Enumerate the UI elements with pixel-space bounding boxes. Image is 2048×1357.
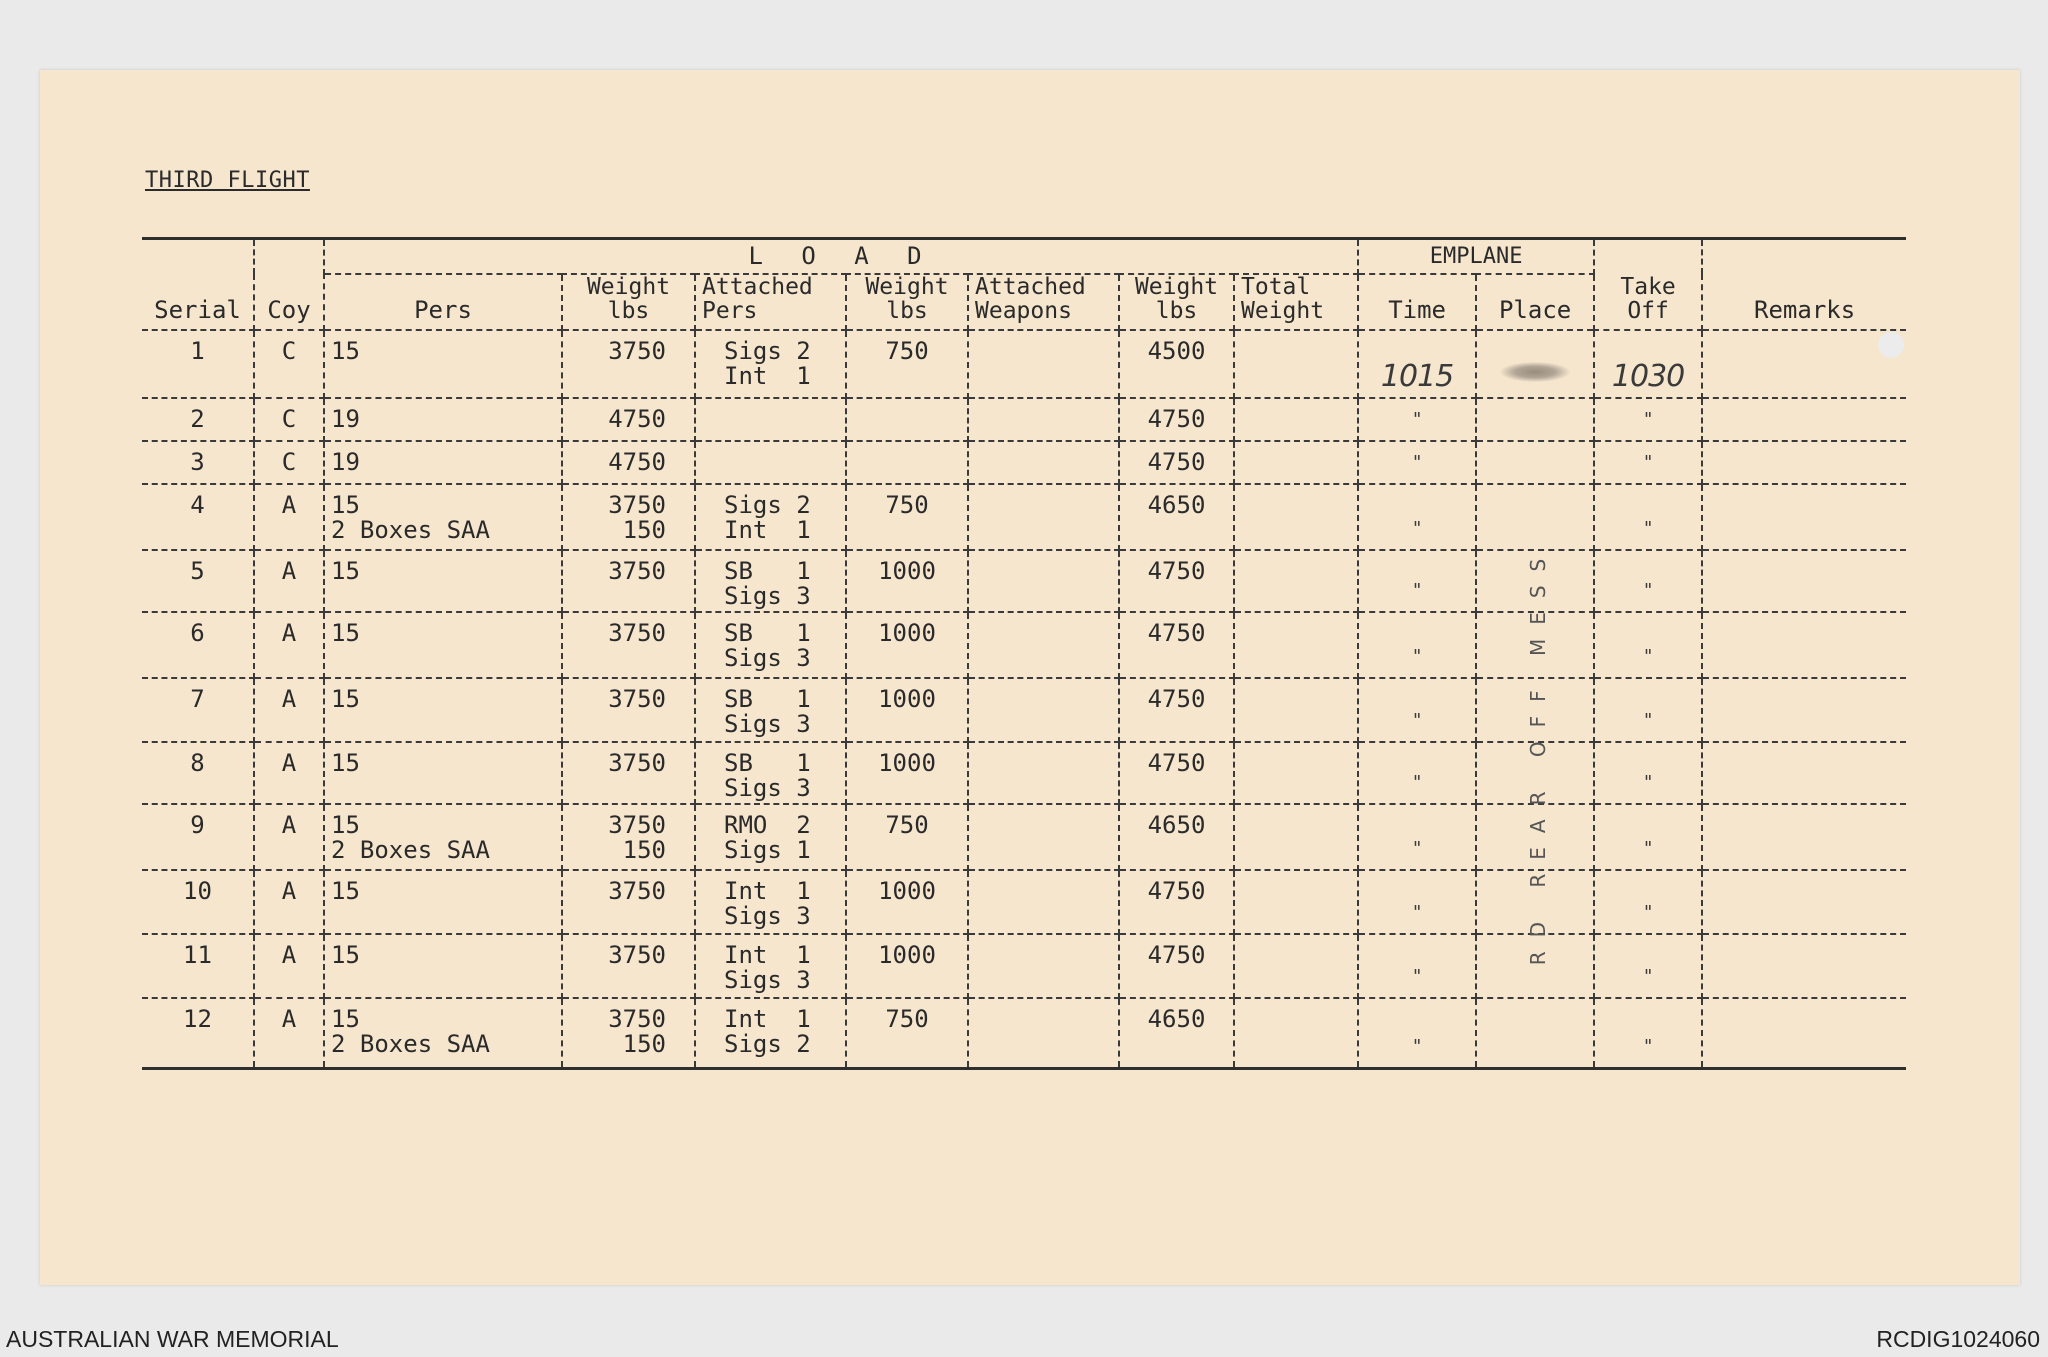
weight-line: 4750 — [608, 448, 666, 476]
take-off-cell: " — [1594, 870, 1702, 934]
header-weight-lbs-1 — [562, 274, 695, 330]
emplane-time-cell: " — [1358, 678, 1476, 742]
header-attached-pers — [695, 274, 846, 330]
total-weight-cell — [1234, 441, 1358, 484]
weight-total-cell: 4750 — [1119, 612, 1234, 678]
attached-pers-line: Sigs 2 — [724, 337, 811, 365]
remarks-cell — [1702, 870, 1906, 934]
attached-pers-cell — [695, 484, 846, 550]
header-row-groups — [142, 239, 1906, 275]
weight-cell — [562, 330, 695, 398]
pers-cell — [324, 550, 562, 612]
total-weight-cell — [1234, 804, 1358, 870]
weight-line: 3750 — [608, 877, 666, 905]
header-take-off — [1594, 239, 1702, 331]
pers-cell — [324, 870, 562, 934]
emplane-place-cell — [1476, 441, 1594, 484]
take-off-cell: " — [1594, 398, 1702, 441]
flight-load-table — [142, 237, 1906, 1070]
table-row — [142, 804, 1906, 870]
pers-cell — [324, 998, 562, 1068]
pers-cell — [324, 804, 562, 870]
attached-pers-line: SB 1 — [724, 619, 811, 647]
weight-cell — [562, 870, 695, 934]
take-off-cell: " — [1594, 612, 1702, 678]
weight-cell — [562, 804, 695, 870]
weight-total-cell: 4750 — [1119, 398, 1234, 441]
coy-cell: C — [254, 330, 324, 398]
emplane-time-cell: " — [1358, 484, 1476, 550]
header-weight-lbs-3-line2: lbs — [1155, 298, 1198, 324]
pers-cell — [324, 742, 562, 804]
table-row — [142, 612, 1906, 678]
remarks-cell — [1702, 804, 1906, 870]
footer-institution: AUSTRALIAN WAR MEMORIAL — [6, 1326, 339, 1352]
pers-cell — [324, 678, 562, 742]
pers-line: 19 — [331, 448, 360, 476]
remarks-cell — [1702, 398, 1906, 441]
take-off-cell: " — [1594, 678, 1702, 742]
attached-weapons-cell — [968, 934, 1119, 998]
header-remarks: Remarks — [1702, 239, 1906, 331]
take-off-cell: " — [1594, 934, 1702, 998]
take-off-cell: " — [1594, 484, 1702, 550]
weight-cell — [562, 484, 695, 550]
attached-weapons-cell — [968, 330, 1119, 398]
document-title: THIRD FLIGHT — [145, 168, 310, 193]
table-row — [142, 678, 1906, 742]
serial-cell: 8 — [142, 742, 254, 804]
take-off-cell: " — [1594, 742, 1702, 804]
attached-weight-cell: 750 — [846, 804, 968, 870]
weight-cell — [562, 934, 695, 998]
header-serial: Serial — [142, 239, 254, 331]
table-row — [142, 484, 1906, 550]
coy-cell: A — [254, 550, 324, 612]
weight-total-cell: 4750 — [1119, 441, 1234, 484]
weight-total-cell: 4750 — [1119, 678, 1234, 742]
attached-pers-cell — [695, 678, 846, 742]
emplane-time-cell: " — [1358, 398, 1476, 441]
weight-total-cell: 4650 — [1119, 804, 1234, 870]
pers-line: 15 — [331, 877, 360, 905]
serial-cell: 6 — [142, 612, 254, 678]
attached-weight-cell — [846, 441, 968, 484]
serial-cell: 12 — [142, 998, 254, 1068]
header-total-weight — [1234, 274, 1358, 330]
total-weight-cell — [1234, 330, 1358, 398]
attached-weapons-cell — [968, 742, 1119, 804]
emplane-time-cell: 1015 — [1358, 330, 1476, 398]
remarks-cell — [1702, 998, 1906, 1068]
coy-cell: C — [254, 398, 324, 441]
serial-cell: 10 — [142, 870, 254, 934]
remarks-cell — [1702, 330, 1906, 398]
attached-weight-cell: 1000 — [846, 550, 968, 612]
pers-line: 19 — [331, 405, 360, 433]
header-time: Time — [1358, 274, 1476, 330]
coy-cell: A — [254, 742, 324, 804]
take-off-cell: " — [1594, 441, 1702, 484]
serial-cell: 7 — [142, 678, 254, 742]
weight-total-cell: 4650 — [1119, 998, 1234, 1068]
attached-pers-line: Int 1 — [724, 1005, 811, 1033]
take-off-cell: " — [1594, 550, 1702, 612]
place-smudge — [1500, 362, 1570, 382]
attached-pers-line: Sigs 1 — [724, 836, 811, 864]
attached-pers-cell — [695, 998, 846, 1068]
emplane-place-cell — [1476, 398, 1594, 441]
serial-cell: 9 — [142, 804, 254, 870]
coy-cell: A — [254, 612, 324, 678]
weight-line: 3750 — [608, 619, 666, 647]
remarks-cell — [1702, 612, 1906, 678]
emplane-time-cell: " — [1358, 804, 1476, 870]
attached-weight-cell: 1000 — [846, 934, 968, 998]
header-emplane-group: EMPLANE — [1358, 239, 1594, 275]
total-weight-cell — [1234, 998, 1358, 1068]
header-load-group: L O A D — [324, 239, 1358, 275]
coy-cell: A — [254, 484, 324, 550]
attached-weapons-cell — [968, 441, 1119, 484]
pers-cell — [324, 484, 562, 550]
weight-line: 3750 — [608, 685, 666, 713]
weight-cell — [562, 550, 695, 612]
pers-line: 15 — [331, 811, 360, 839]
emplane-time-cell: " — [1358, 441, 1476, 484]
attached-weapons-cell — [968, 870, 1119, 934]
header-attached-pers-line1: Attached — [702, 274, 813, 300]
total-weight-cell — [1234, 398, 1358, 441]
table-row — [142, 398, 1906, 441]
total-weight-cell — [1234, 484, 1358, 550]
weight-line: 3750 — [608, 557, 666, 585]
attached-weapons-cell — [968, 678, 1119, 742]
attached-pers-line: SB 1 — [724, 685, 811, 713]
serial-cell: 5 — [142, 550, 254, 612]
weight-line: 3750 — [608, 1005, 666, 1033]
pers-line: 15 — [331, 941, 360, 969]
coy-cell: A — [254, 998, 324, 1068]
header-attached-weapons — [968, 274, 1119, 330]
remarks-cell — [1702, 678, 1906, 742]
attached-pers-cell — [695, 612, 846, 678]
attached-pers-line: Sigs 3 — [724, 710, 811, 738]
header-weight-lbs-2 — [846, 274, 968, 330]
attached-pers-line: Int 1 — [724, 877, 811, 905]
emplane-time-cell: " — [1358, 550, 1476, 612]
serial-cell: 3 — [142, 441, 254, 484]
attached-pers-cell — [695, 441, 846, 484]
total-weight-cell — [1234, 870, 1358, 934]
remarks-cell — [1702, 441, 1906, 484]
attached-pers-cell — [695, 870, 846, 934]
attached-weight-cell: 1000 — [846, 742, 968, 804]
coy-cell: A — [254, 934, 324, 998]
attached-weapons-cell — [968, 550, 1119, 612]
header-weight-lbs-1-line2: lbs — [607, 298, 650, 324]
attached-weight-cell: 750 — [846, 484, 968, 550]
pers-cell — [324, 441, 562, 484]
header-coy: Coy — [254, 239, 324, 331]
attached-weight-cell: 1000 — [846, 612, 968, 678]
pers-line: 15 — [331, 337, 360, 365]
attached-weight-cell — [846, 398, 968, 441]
emplane-place-cell — [1476, 998, 1594, 1068]
coy-cell: A — [254, 678, 324, 742]
weight-total-cell: 4650 — [1119, 484, 1234, 550]
pers-cell — [324, 612, 562, 678]
attached-weapons-cell — [968, 804, 1119, 870]
weight-cell — [562, 441, 695, 484]
remarks-cell — [1702, 934, 1906, 998]
weight-line: 3750 — [608, 811, 666, 839]
weight-total-cell: 4750 — [1119, 742, 1234, 804]
weight-total-cell: 4750 — [1119, 934, 1234, 998]
pers-line: 15 — [331, 619, 360, 647]
header-attached-weapons-line2: Weapons — [975, 298, 1072, 324]
weight-line: 4750 — [608, 405, 666, 433]
attached-pers-line: Int 1 — [724, 941, 811, 969]
total-weight-cell — [1234, 742, 1358, 804]
pers-line: 15 — [331, 1005, 360, 1033]
table-row — [142, 742, 1906, 804]
attached-weight-cell: 750 — [846, 998, 968, 1068]
attached-pers-cell — [695, 742, 846, 804]
weight-total-cell: 4750 — [1119, 870, 1234, 934]
coy-cell: A — [254, 804, 324, 870]
pers-line: 15 — [331, 749, 360, 777]
place-annotation: RD REAR OFF MESS — [1526, 544, 1550, 966]
header-place: Place — [1476, 274, 1594, 330]
pers-cell — [324, 330, 562, 398]
weight-total-cell: 4500 — [1119, 330, 1234, 398]
table-body — [142, 330, 1906, 1068]
pers-line: 15 — [331, 491, 360, 519]
attached-weapons-cell — [968, 398, 1119, 441]
header-weight-lbs-3-line1: Weight — [1134, 274, 1219, 300]
pers-line: 15 — [331, 557, 360, 585]
pers-line: 15 — [331, 685, 360, 713]
emplane-place-cell — [1476, 330, 1594, 398]
weight-cell — [562, 742, 695, 804]
table-row — [142, 934, 1906, 998]
header-weight-lbs-2-line2: lbs — [886, 298, 928, 324]
total-weight-cell — [1234, 550, 1358, 612]
weight-line: 3750 — [608, 749, 666, 777]
header-take-off-line2: Off — [1627, 298, 1669, 324]
remarks-cell — [1702, 742, 1906, 804]
attached-weight-cell: 1000 — [846, 678, 968, 742]
weight-cell — [562, 398, 695, 441]
total-weight-cell — [1234, 678, 1358, 742]
pers-line: 2 Boxes SAA — [331, 516, 490, 544]
attached-weight-cell: 750 — [846, 330, 968, 398]
take-off-cell: " — [1594, 998, 1702, 1068]
weight-cell — [562, 678, 695, 742]
header-total-weight-line2: Weight — [1241, 298, 1325, 324]
attached-pers-line: RMO 2 — [724, 811, 811, 839]
attached-pers-cell — [695, 934, 846, 998]
attached-weight-cell: 1000 — [846, 870, 968, 934]
header-total-weight-line1: Total — [1241, 274, 1311, 300]
attached-pers-line: Sigs 3 — [724, 582, 811, 610]
attached-pers-cell — [695, 804, 846, 870]
header-weight-lbs-2-line1: Weight — [865, 274, 949, 300]
attached-pers-line: Sigs 3 — [724, 644, 811, 672]
attached-pers-line: Int 1 — [724, 362, 811, 390]
weight-cell — [562, 998, 695, 1068]
serial-cell: 2 — [142, 398, 254, 441]
header-weight-lbs-1-line1: Weight — [586, 274, 671, 300]
attached-pers-line: Sigs 3 — [724, 966, 811, 994]
attached-pers-line: SB 1 — [724, 557, 811, 585]
header-attached-pers-line2: Pers — [702, 298, 758, 324]
attached-pers-line: Sigs 3 — [724, 774, 811, 802]
emplane-time-cell: " — [1358, 870, 1476, 934]
weight-line: 150 — [622, 1030, 666, 1058]
remarks-cell — [1702, 550, 1906, 612]
attached-pers-line: Sigs 2 — [724, 1030, 811, 1058]
weight-total-cell: 4750 — [1119, 550, 1234, 612]
table-row — [142, 330, 1906, 398]
attached-pers-line: Sigs 2 — [724, 491, 811, 519]
take-off-cell: 1030 — [1594, 330, 1702, 398]
remarks-cell — [1702, 484, 1906, 550]
serial-cell: 1 — [142, 330, 254, 398]
pers-cell — [324, 934, 562, 998]
weight-line: 150 — [622, 836, 666, 864]
emplane-place-cell — [1476, 484, 1594, 550]
total-weight-cell — [1234, 612, 1358, 678]
attached-pers-cell — [695, 550, 846, 612]
emplane-time-cell: " — [1358, 612, 1476, 678]
attached-pers-line: Int 1 — [724, 516, 811, 544]
table-row — [142, 998, 1906, 1068]
attached-weapons-cell — [968, 484, 1119, 550]
take-off-cell: " — [1594, 804, 1702, 870]
table-row — [142, 441, 1906, 484]
coy-cell: A — [254, 870, 324, 934]
attached-pers-cell — [695, 398, 846, 441]
emplane-time-cell: " — [1358, 998, 1476, 1068]
header-attached-weapons-line1: Attached — [975, 274, 1086, 300]
pers-cell — [324, 398, 562, 441]
serial-cell: 4 — [142, 484, 254, 550]
weight-line: 150 — [622, 516, 666, 544]
footer-record-id: RCDIG1024060 — [1876, 1326, 2040, 1352]
weight-line: 3750 — [608, 337, 666, 365]
table-row — [142, 550, 1906, 612]
header-weight-lbs-3 — [1119, 274, 1234, 330]
weight-line: 3750 — [608, 491, 666, 519]
emplane-time-cell: " — [1358, 934, 1476, 998]
weight-line: 3750 — [608, 941, 666, 969]
serial-cell: 11 — [142, 934, 254, 998]
pers-line: 2 Boxes SAA — [331, 836, 490, 864]
emplane-time-cell: " — [1358, 742, 1476, 804]
attached-weapons-cell — [968, 612, 1119, 678]
attached-pers-line: SB 1 — [724, 749, 811, 777]
weight-cell — [562, 612, 695, 678]
total-weight-cell — [1234, 934, 1358, 998]
table-row — [142, 870, 1906, 934]
coy-cell: C — [254, 441, 324, 484]
header-take-off-line1: Take — [1620, 274, 1676, 300]
header-pers: Pers — [324, 274, 562, 330]
attached-pers-line: Sigs 3 — [724, 902, 811, 930]
attached-weapons-cell — [968, 998, 1119, 1068]
pers-line: 2 Boxes SAA — [331, 1030, 490, 1058]
attached-pers-cell — [695, 330, 846, 398]
